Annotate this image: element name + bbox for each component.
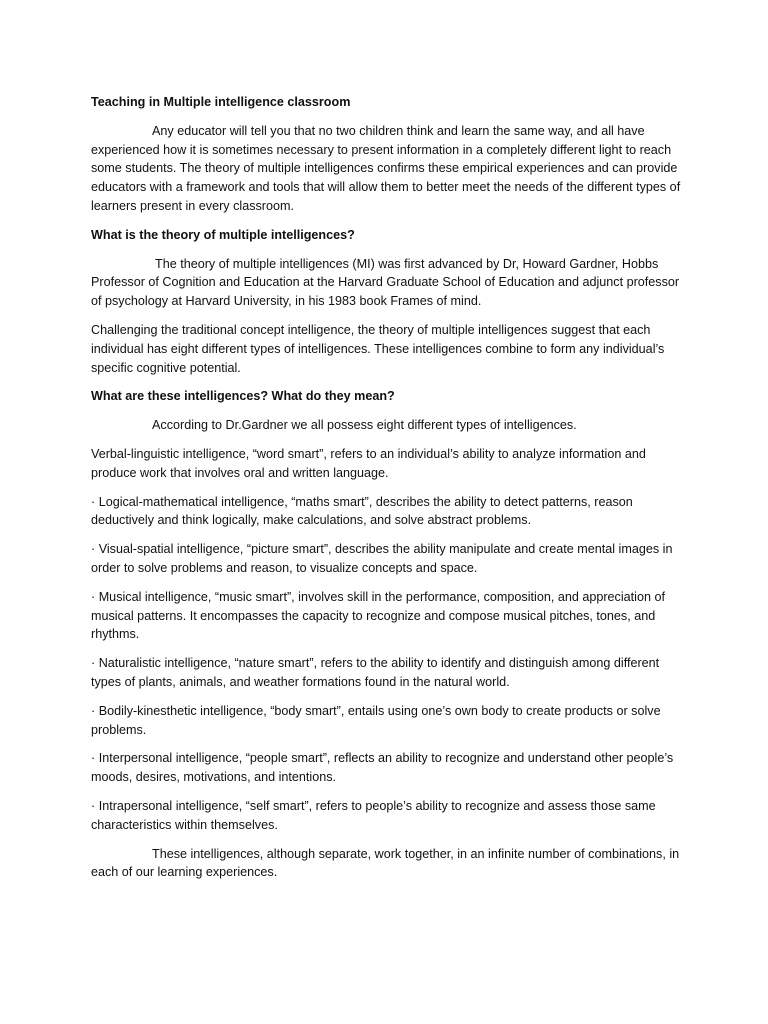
document-title: Teaching in Multiple intelligence classroom [91, 95, 351, 109]
list-item-musical: · Musical intelligence, “music smart”, involves skill in the performance, composition, and appreciation of musical patterns. It encompasses the capacity to recognize and compose musical pitches, tones, and rhythms. [91, 589, 665, 642]
list-item-visual-spatial: · Visual-spatial intelligence, “picture smart”, describes the ability manipulate and create mental images in order to solve problems and reason, to visualize concepts and space. [91, 542, 673, 575]
question-heading-1: What is the theory of multiple intelligences? [91, 227, 355, 242]
list-item-intrapersonal: · Intrapersonal intelligence, “self smart”, refers to people’s ability to recognize and assess those same characteristics within themselves. [91, 798, 656, 832]
list-item-logical-mathematical: · Logical-mathematical intelligence, “maths smart”, describes the ability to detect patterns, reason deductively and think logically, make calculations, and solve abstract problems. [91, 494, 633, 528]
document-page [91, 93, 691, 892]
answer-paragraph-1: The theory of multiple intelligences (MI) was first advanced by Dr, Howard Gardner, Hobbs Professor of Cognition and Education at the Harvard Graduate School of Education and adjunct professor of psychology at Harvard University, in his 1983 book Frames of mind. [91, 256, 680, 309]
conclusion-paragraph: These intelligences, although separate, work together, in an infinite number of combinations, in each of our learning experiences. [91, 846, 680, 880]
answer-paragraph-2: Challenging the traditional concept intelligence, the theory of multiple intelligences suggest that each individual has eight different types of intelligences. These intelligences combine to form any individual’s specific cognitive potential. [91, 322, 665, 375]
list-item-naturalistic: · Naturalistic intelligence, “nature smart”, refers to the ability to identify and distinguish among different types of plants, animals, and weather formations found in the natural world. [91, 656, 660, 689]
intro-paragraph: Any educator will tell you that no two children think and learn the same way, and all have experienced how it is sometimes necessary to present information in a completely different light to reach some students. The theory of multiple intelligences confirms these empirical experiences and can provide educators with a framework and tools that will allow them to better meet the needs of the different types of learners present in every classroom. [91, 123, 681, 213]
intelligences-intro: According to Dr.Gardner we all possess eight different types of intelligences. [152, 418, 577, 433]
question-heading-2: What are these intelligences? What do they mean? [91, 389, 395, 404]
list-item-bodily-kinesthetic: · Bodily-kinesthetic intelligence, “body smart”, entails using one’s own body to create products or solve problems. [91, 703, 661, 737]
list-item-interpersonal: · Interpersonal intelligence, “people smart”, reflects an ability to recognize and understand other people’s moods, desires, motivations, and intentions. [91, 751, 674, 785]
list-item-verbal-linguistic: Verbal-linguistic intelligence, “word smart”, refers to an individual’s ability to analyze information and produce work that involves oral and written language. [91, 446, 646, 480]
